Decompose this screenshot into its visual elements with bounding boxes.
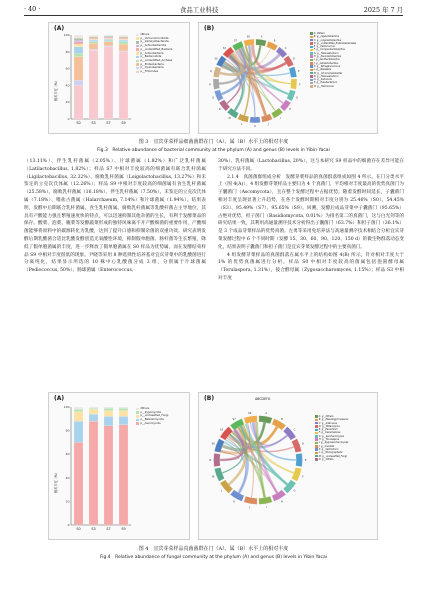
fig4-genus-legend <box>315 415 348 461</box>
legend-swatch <box>310 39 313 42</box>
legend-label: p__Cyanobacteria <box>140 66 164 70</box>
legend-swatch <box>315 432 318 435</box>
fig4-circos-plot <box>205 407 311 513</box>
y-tick-label: 40 <box>65 83 70 88</box>
sample-label: S9 <box>248 412 252 416</box>
bar-segment <box>89 50 98 119</box>
fig3-legend <box>136 33 172 74</box>
legend-swatch <box>315 429 318 432</box>
genus-arc <box>214 467 224 481</box>
bar-segment <box>104 416 113 425</box>
legend-label: M: g__Chromohalobacter <box>313 71 343 75</box>
fig3-caption-en: Fig.3 Relative abundance of bacterial community at the phylum (A) and genus (B) levels in Yibin Yacai <box>97 148 330 153</box>
legend-label: L: g__Weissella <box>313 68 332 72</box>
fig3-panel-b <box>198 22 378 134</box>
bar-segment <box>89 49 98 50</box>
legend-label: L: g__Monographella <box>318 451 343 455</box>
genus-letter: Q <box>210 69 213 73</box>
legend-label: p__Firmicutes <box>140 70 159 74</box>
genus-arc <box>271 108 283 119</box>
sample-label: S0 <box>211 442 215 446</box>
legend-label: p__unclassified_Fungi <box>140 414 169 418</box>
legend-swatch <box>136 67 139 70</box>
fig4-panel-a-label: (A) <box>54 395 65 402</box>
genus-letter: M <box>228 117 231 121</box>
legend-swatch <box>136 415 139 418</box>
bar-segment <box>104 408 113 410</box>
bar-segment <box>74 80 83 85</box>
genus-letter: O <box>212 96 215 100</box>
legend-swatch <box>136 71 139 74</box>
fig4-y-axis-label: 相对丰度（%） <box>54 470 58 493</box>
paragraph: （13.11%）、伴生乳杆菌属（2.05%）、片球菌属（1.82%）和广泛乳杆菌属（Latilactobacillus, 1.82%）；样品 S7 中相对丰度较高的细菌属有联合乳杆菌属（Ligilactobacillus, 32.32%）、腐败乳杆菌属（Loigolactobacillus, 13.27%）和未鉴定的立克次氏体属（12.26%）；样品 S9 中相对丰度较高的细菌属有食生乳杆菌属（25.58%）、腐败乳杆菌属（16.18%）、伴生乳杆菌属（7.50%）、未鉴定的立克次氏体属（7.18%）、嗜盐古菌属（Halarchaeum, 7.14%）和片球菌属（1.94%）。结果表明，发酵中后期联合乳杆菌属、食生乳杆菌属、腐败乳杆菌属等乳酸杆菌占主导地位，其具有产酸能力强且繁殖速度快的特点，可以迅速抑制其他杂菌的生长，有利于发酵菜品的保存。酸菜、泡菜、腌菜等发酵蔬菜形成的独特风味离不开产酸细菌的重要作用，产酸细菌能够将原料中的碳源转化为乳酸，达到了提升口感和抑制杂菌的双重功效。研究表明发酵后期乳酸菌合适比乳酸发酵创造无氧酸性环境，抑制假单胞菌、肠杆菌等生长繁殖，降低了假单胞菌属的丰度，进一步释放了假单胞菌属在 S0 样品为优势属，而在发酵结束样品 S9 中相对丰度很低的现象。尹晓等采用 8 种选择性培养基对宜宾芽菜中的乳酸菌进行分离纯化，结果显示所选的 10 株中心乳酸菌分成 3 组，分别属于片球菌属（Pediococcus, 50%）、肠球菌属（Enterococcus, <box>24 159 206 274</box>
legend-label: M: g__unclassified_Fungi <box>318 454 348 458</box>
genus-arc <box>213 79 220 90</box>
legend-swatch <box>310 36 313 39</box>
bar-segment <box>119 38 128 39</box>
genus-letter: G <box>293 489 296 493</box>
bar-segment <box>119 416 128 424</box>
legend-swatch <box>136 63 139 66</box>
bar-segment <box>119 425 128 525</box>
legend-label: Others <box>140 407 150 410</box>
genus-letter: D <box>301 442 304 446</box>
genus-letter: E <box>304 459 307 463</box>
genus-letter: J <box>249 506 251 510</box>
genus-letter: N <box>209 459 212 463</box>
y-tick-label: 100 <box>63 33 70 37</box>
bar-segment <box>104 35 113 36</box>
journal-name: 食品工业科技 <box>180 6 219 14</box>
bar-segment <box>104 47 113 119</box>
paragraph: 30%）、乳杆菌属（Lactobacillus, 20%），这与本研究 S9 样品中的细菌存在差异可能在于研究方法不同。 <box>218 159 404 172</box>
legend-swatch <box>310 75 313 78</box>
bar-segment <box>119 51 128 52</box>
legend-swatch <box>315 438 318 441</box>
bar-segment <box>74 47 83 54</box>
legend-swatch <box>310 79 313 82</box>
bar-segment <box>104 411 113 417</box>
y-tick-label: 0 <box>67 117 70 121</box>
genus-letter: D <box>293 57 295 61</box>
fig4-ring-top-labels: ABCDEFG <box>255 397 271 401</box>
x-tick-label: S0 <box>76 121 81 125</box>
legend-label: A: Others <box>313 32 325 35</box>
legend-swatch <box>310 65 313 68</box>
bar-segment <box>74 409 83 411</box>
legend-label: p__Campylobacterota <box>140 40 169 44</box>
legend-swatch <box>136 41 139 44</box>
legend-label: F: g__Kazachstania <box>318 431 341 435</box>
fig3-genus-legend <box>310 32 356 88</box>
bar-segment <box>119 37 128 38</box>
legend-swatch <box>310 49 313 52</box>
legend-label: Q: g__Halomonas <box>313 84 334 88</box>
y-tick-label: 80 <box>65 428 70 433</box>
bar-segment <box>104 37 113 38</box>
legend-swatch <box>315 452 318 455</box>
sample-label: S7 <box>232 417 236 421</box>
sample-label: S9 <box>246 35 250 39</box>
bar-segment <box>104 407 113 408</box>
fig4-caption-en: Fig.4 Relative abundance of fungal community at the phylum (A) and genus (B) levels in Yibin Yacai <box>99 555 328 560</box>
bar-segment <box>119 36 128 37</box>
genus-arc <box>290 79 297 90</box>
bar-segment <box>89 37 98 38</box>
bar-segment <box>104 39 113 41</box>
bar-segment <box>104 36 113 37</box>
legend-swatch <box>315 419 318 422</box>
fig4-panel-b <box>198 392 378 540</box>
genus-arc <box>244 496 258 504</box>
legend-swatch <box>310 69 313 72</box>
genus-arc <box>272 490 286 502</box>
legend-label: p__Verrucomicrobiota <box>140 36 169 40</box>
bar-segment <box>119 39 128 40</box>
bar-segment <box>89 42 98 44</box>
legend-label: G: g__Halanaerobium <box>313 51 339 55</box>
genus-arc <box>291 439 301 453</box>
genus-arc <box>289 66 297 77</box>
genus-letter: C <box>293 428 296 432</box>
bar-segment <box>104 38 113 39</box>
legend-label: I: g__Zygosaccharomyces <box>318 441 349 445</box>
genus-arc <box>250 117 261 123</box>
legend-label: C: g__Loigolactobacillus <box>313 38 342 42</box>
legend-swatch <box>310 85 313 88</box>
legend-label: p__unidentified_Archaea <box>140 58 173 62</box>
genus-arc <box>256 39 267 46</box>
genus-letter: J <box>267 123 269 127</box>
genus-letter: K <box>233 500 235 504</box>
legend-swatch <box>136 37 139 40</box>
genus-letter: B <box>273 39 276 43</box>
legend-swatch <box>315 448 318 451</box>
bar-segment <box>104 46 113 47</box>
genus-arc <box>213 66 221 77</box>
sample-label: S3 <box>219 428 224 432</box>
bar-segment <box>89 421 98 525</box>
y-tick-label: 80 <box>65 49 70 54</box>
y-tick-label: 40 <box>65 475 70 480</box>
x-tick-label: S9 <box>121 527 126 531</box>
genus-arc <box>213 453 220 467</box>
genus-letter: P <box>209 83 211 87</box>
genus-letter: B <box>280 417 283 421</box>
bar-segment <box>74 35 83 38</box>
genus-letter: C <box>284 47 287 51</box>
legend-label: K: g__Tetragenococcus <box>313 64 340 68</box>
legend-swatch <box>310 82 313 85</box>
genus-letter: I <box>265 506 267 510</box>
legend-item <box>136 70 172 74</box>
legend-swatch <box>136 419 139 422</box>
legend-label: E: g__Penicillium <box>318 428 338 432</box>
legend-label: Others <box>140 33 150 36</box>
bar-segment <box>119 42 128 45</box>
y-tick-label: 100 <box>63 405 70 409</box>
genus-letter: F <box>302 475 304 479</box>
y-tick-label: 20 <box>65 499 70 504</box>
legend-swatch <box>136 48 139 51</box>
legend-swatch <box>136 56 139 59</box>
legend-label: N: g__Halanaerobium <box>313 74 339 78</box>
bar-segment <box>74 407 83 409</box>
bar-segment <box>119 35 128 36</box>
legend-swatch <box>136 422 139 425</box>
legend-label: K: g__Verticillium <box>318 447 339 451</box>
bar-segment <box>89 39 98 40</box>
bar-segment <box>119 411 128 417</box>
legend-swatch <box>315 422 318 425</box>
bar-segment <box>119 408 128 410</box>
legend-swatch <box>315 445 318 448</box>
genus-letter: M <box>212 475 215 479</box>
text-column-right <box>218 158 404 384</box>
sample-label: S7 <box>233 39 237 43</box>
y-tick-label: 0 <box>67 523 70 527</box>
bar-segment <box>119 407 128 408</box>
legend-swatch <box>136 60 139 63</box>
legend-label: B: g__Pseudogymnoascus <box>318 418 349 422</box>
x-tick-label: S7 <box>106 527 111 531</box>
legend-label: p__Ascomycota <box>140 421 161 425</box>
legend-label: H: g__Torulaspora <box>318 438 340 442</box>
page-number: · 40 · <box>24 5 41 13</box>
y-tick-label: 60 <box>65 66 70 71</box>
x-tick-label: S0 <box>76 527 81 531</box>
legend-label: D: g__Millerozyma <box>318 424 340 428</box>
legend-label: F: g__Companilactobacillus <box>313 48 345 52</box>
bar-segment <box>74 38 83 39</box>
genus-legend-item <box>310 85 356 88</box>
genus-letter: I <box>279 117 281 121</box>
legend-item <box>136 422 168 426</box>
legend-label: D: g__unidentified_Enterobacteriales <box>313 41 356 45</box>
fig4-panel-b-label: (B) <box>204 395 215 402</box>
genus-arc <box>296 453 303 467</box>
genus-letter: L <box>220 489 223 493</box>
x-tick-label: S9 <box>121 121 126 125</box>
genus-letter: F <box>299 83 301 87</box>
paragraph: 4 组发酵芽菜样品的真菌群落在属水平上的结构如图 4(B) 所示，针对相对丰度大于 1% 的优势真菌属进行分析。样品 S0 中相对丰度较高的菌属包括孢圆酵母属（Torulaspora, 1.31%），接合酵母属（Zygosaccharomyces, 1.15%）；样品 S3 中相对丰度 <box>218 252 404 281</box>
legend-label: p__Basidiomycota <box>140 418 164 422</box>
genus-letter: H <box>280 500 283 504</box>
x-tick-label: S7 <box>106 121 111 125</box>
legend-swatch <box>315 442 318 445</box>
bar-segment <box>74 40 83 42</box>
bar-segment <box>89 35 98 36</box>
header-rule <box>24 15 403 16</box>
legend-swatch <box>310 52 313 55</box>
legend-swatch <box>136 408 139 411</box>
y-tick-label: 20 <box>65 100 70 105</box>
legend-swatch <box>310 42 313 45</box>
legend-swatch <box>315 425 318 428</box>
genus-letter: A <box>260 35 263 39</box>
legend-swatch <box>310 55 313 58</box>
legend-label: p__Bacteroidota <box>140 55 162 59</box>
bar-segment <box>89 43 98 49</box>
bar-segment <box>119 38 128 39</box>
bar-segment <box>119 44 128 51</box>
sample-label: S3 <box>222 47 226 51</box>
bar-segment <box>104 426 113 525</box>
legend-label: p__Actinobacteriota <box>140 44 167 48</box>
sample-label: S0 <box>214 57 218 61</box>
legend-swatch <box>136 34 139 37</box>
legend-label: P: g__Halobacterium <box>313 81 338 85</box>
bar-segment <box>89 38 98 39</box>
fig3-caption-cn: 图 3 宜宾芽菜样品细菌菌群在门（A）、属（B）水平上的相对丰度 <box>138 139 289 145</box>
genus-letter: N <box>218 108 221 112</box>
bar-segment <box>89 414 98 421</box>
fig4-legend <box>136 407 168 426</box>
section-heading-paragraph: 2.1.4 真菌菌群组成分析 发酵芽菜样品的真菌群落组成如图 4 所示。在门分类水平上（图 4(A)），4 组发酵芽菜样品主要归为 4 个真菌门，平均相对丰度最高的优势真菌门为子囊菌门（Ascomycota），且在整个发酵过程中占据优势。随着发酵时间延长，子囊菌门相对丰度呈现显著上升趋势，在各个发酵时期相对丰度分别为 25.46%（S0）、54.45%（S3）、95.49%（S7）、95.65%（S9）。回溯，发酵后成品芽菜中子囊菌门（95.65%）占绝对优势，担子菌门（Basidiomycota, 0.01%）为排名第二的真菌门，这与白光剑等的研究结果一致，其利用高通量测序技术分析得出子囊菌门（63.7%）和担子菌门（36.1%）是 3 个成品芽菜样品的优势真菌。左勇等采用免培养法与高通量测序技术相结合分析宜宾芽菜发酵过程中 6 个不同时期（发酵 15、30、60、90、120、150 d）的微生物群落动态变化，结果表明子囊菌门和担子菌门是宜宾芽菜发酵过程中的主要真菌门。 <box>218 174 404 250</box>
fig3-y-axis-label: 相对丰度（%） <box>54 78 58 101</box>
fig3-panel-a <box>48 22 190 134</box>
bar-segment <box>74 44 83 47</box>
legend-label: H: g__Paucilactobacillus <box>313 55 342 59</box>
bar-segment <box>74 85 83 119</box>
legend-label: N: g__Others <box>318 457 334 461</box>
legend-label: B: g__Ligilactobacillus <box>313 35 339 39</box>
legend-label: O: g__Salinicola <box>313 78 332 82</box>
bar-segment <box>74 53 83 56</box>
legend-swatch <box>136 411 139 414</box>
fig4-panel-a <box>48 392 190 540</box>
genus-arc <box>266 41 278 51</box>
bar-segment <box>74 38 83 40</box>
legend-swatch <box>136 52 139 55</box>
genus-arc <box>230 490 244 502</box>
genus-letter: K <box>254 125 256 128</box>
legend-swatch <box>315 435 318 438</box>
issue-date: 2025 年 7 月 <box>363 6 403 14</box>
fig3-panel-b-label: (B) <box>204 25 215 32</box>
genus-letter: H <box>289 108 292 112</box>
legend-label: p__unidentified_Bacteria <box>140 47 173 51</box>
legend-swatch <box>315 458 318 461</box>
bar-segment <box>89 38 98 39</box>
bar-segment <box>74 412 83 421</box>
bar-segment <box>104 42 113 46</box>
legend-label: p__Proteobacteria <box>140 62 164 66</box>
genus-arc <box>287 90 296 102</box>
genus-letter: L <box>241 123 243 127</box>
x-tick-label: S3 <box>91 527 96 531</box>
text-column-left <box>24 158 206 384</box>
bar-segment <box>89 407 98 408</box>
genus-letter: G <box>295 96 298 100</box>
bar-segment <box>104 38 113 39</box>
legend-label: C: g__Alternaria <box>318 421 337 425</box>
legend-swatch <box>136 45 139 48</box>
genus-arc <box>291 467 301 481</box>
bar-segment <box>89 408 98 409</box>
legend-label: J: g__Candida <box>318 444 335 448</box>
fig4-caption-cn: 图 4 宜宾芽菜样品真菌菌群在门（A）、属（B）水平上的相对丰度 <box>138 546 289 552</box>
legend-swatch <box>310 32 313 35</box>
fig3-circos-plot <box>205 31 305 131</box>
genus-arc <box>214 90 223 102</box>
y-tick-label: 60 <box>65 452 70 457</box>
legend-swatch <box>315 415 318 418</box>
bar-segment <box>89 40 98 42</box>
legend-swatch <box>310 59 313 62</box>
legend-label: I: g__Lentilactobacillus <box>313 58 340 62</box>
bar-segment <box>74 57 83 81</box>
genus-letter: A <box>265 412 268 416</box>
legend-swatch <box>315 455 318 458</box>
fig3-panel-a-label: (A) <box>54 25 65 32</box>
legend-swatch <box>310 72 313 75</box>
bar-segment <box>74 442 83 525</box>
genus-letter: E <box>298 69 300 73</box>
legend-label: J: g__Latilactobacillus <box>313 61 339 65</box>
legend-label: p__Actinobacteria <box>140 51 164 55</box>
bar-segment <box>104 41 113 42</box>
bar-segment <box>89 36 98 37</box>
x-tick-label: S3 <box>91 121 96 125</box>
legend-label: G: g__Saccharomyces <box>318 434 344 438</box>
bar-segment <box>119 52 128 119</box>
legend-label: A: g__Others <box>318 415 334 418</box>
legend-swatch <box>310 62 313 65</box>
bar-segment <box>119 40 128 42</box>
legend-label: E: g__Pediococcus <box>313 45 335 49</box>
legend-label: p__Zygomycota <box>140 410 161 414</box>
genus-legend-item <box>315 458 348 461</box>
genus-arc <box>272 418 286 430</box>
bar-segment <box>74 421 83 442</box>
bar-segment <box>89 409 98 414</box>
legend-swatch <box>310 46 313 49</box>
genus-arc <box>238 114 249 123</box>
bar-segment <box>74 42 83 45</box>
